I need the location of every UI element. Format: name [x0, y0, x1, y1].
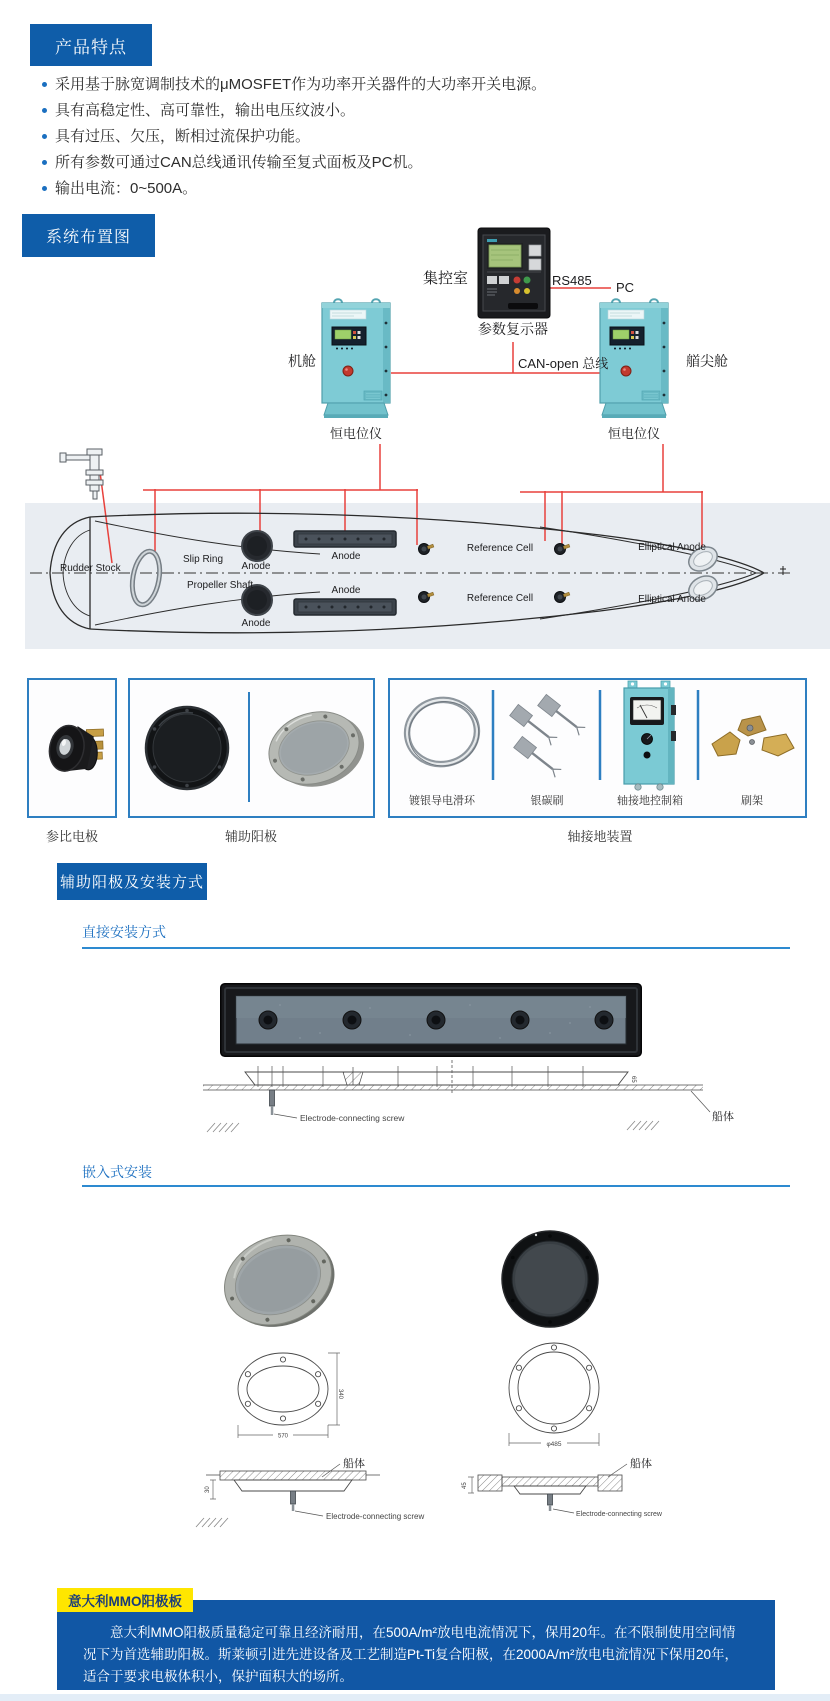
embedded-install-title: 嵌入式安装	[82, 1164, 152, 1180]
bar-anode-bottom	[294, 599, 396, 615]
reference-cell-label: Reference Cell	[466, 593, 534, 604]
rudder-stock-illustration	[60, 449, 103, 499]
fore-peak-label: 艏尖舱	[686, 353, 728, 369]
cabinet-right-illustration	[600, 299, 668, 418]
hull-label: 船体	[343, 1458, 365, 1470]
anode-label: Anode	[331, 585, 361, 596]
reference-electrode-illustration	[29, 680, 115, 816]
features-header	[30, 24, 152, 66]
anode-label: Anode	[241, 561, 271, 572]
mmo-body-text: 意大利MMO阳极质量稳定可靠且经济耐用，在500A/m²放电电流情况下，保用20年。在不限制使用空间情况下为首选辅助阳极。斯莱顿引进先进设备及工艺制造Pt-Ti复合阳极，在2000A/m²放电电流情况下保用20年，适合于要求电极体积小，保护面积大的场所。	[83, 1625, 739, 1684]
oval-width-dim: 570	[277, 1433, 289, 1440]
grounding-control-box-photo	[624, 681, 676, 790]
feature-item: 具有过压、欠压，断相过流保护功能。	[40, 124, 810, 150]
installation-title: 辅助阳极及安装方式	[59, 874, 204, 891]
system-diagram	[0, 210, 830, 650]
embedded-install-rule	[82, 1185, 790, 1187]
elliptical-anode-label: Elliptical Anode	[638, 542, 706, 553]
engine-room-label: 机舱	[288, 353, 316, 369]
feature-item: 所有参数可通过CAN总线通讯传输至复式面板及PC机。	[40, 150, 810, 176]
slip-ring-photo	[402, 694, 484, 771]
anode-bar-photo	[220, 983, 642, 1057]
screw-label: Electrode-connecting screw	[326, 1512, 425, 1521]
installation-header	[57, 863, 207, 900]
oval-height-dim: 340	[337, 1389, 343, 1400]
reference-cell-label: Reference Cell	[466, 543, 534, 554]
bar-anode-top	[294, 531, 396, 547]
anode-label: Anode	[241, 618, 271, 629]
features-list	[40, 72, 810, 202]
repeater-label: 参数复示器	[478, 321, 548, 337]
circle-dia-dim: φ485	[546, 1441, 562, 1448]
slip-ring-item-label: 镀银导电滑环	[409, 795, 475, 807]
brush-holder-photo	[712, 716, 794, 756]
screw-label: Electrode-connecting screw	[300, 1113, 405, 1123]
recess-depth-dim-right: 45	[462, 1482, 468, 1489]
rs485-label: RS485	[552, 273, 592, 288]
mmo-panel	[57, 1600, 775, 1690]
slip-ring-label: Slip Ring	[183, 554, 224, 565]
rudder-stock-label: Rudder Stock	[60, 563, 121, 574]
potentiostat-left-label: 恒电位仪	[329, 426, 383, 441]
feature-item: 输出电流：0~500A。	[40, 176, 810, 202]
pc-label: PC	[616, 280, 635, 295]
embedded-anode-photos	[200, 1228, 620, 1333]
round-anode-photo-large	[502, 1231, 598, 1327]
hull-label: 船体	[630, 1458, 652, 1470]
reference-electrode-box	[27, 678, 117, 818]
bottom-strip	[0, 1694, 830, 1701]
auxiliary-anode-label: 辅助阳极	[224, 829, 277, 844]
recess-depth-dim-left: 30	[205, 1486, 211, 1493]
propeller-shaft-label: Propeller Shaft	[187, 580, 254, 591]
control-room-label: 集控室	[423, 270, 469, 287]
disc-anode-photo	[146, 707, 228, 789]
round-anode-drawing	[509, 1343, 599, 1448]
reference-electrode-label: 参比电极	[45, 829, 98, 844]
carbon-brushes-photo	[510, 694, 587, 778]
cabinet-left-illustration	[322, 299, 390, 418]
oval-anode-photo-large	[211, 1228, 348, 1333]
direct-install-drawing	[195, 1060, 805, 1145]
features-title: 产品特点	[55, 37, 127, 57]
oval-anode-photo	[259, 699, 373, 799]
auxiliary-anode-illustration	[130, 680, 373, 816]
direct-install-rule	[82, 947, 790, 949]
mmo-tag	[57, 1588, 193, 1612]
screw-label: Electrode-connecting screw	[576, 1511, 662, 1518]
disc-anode-top	[242, 531, 272, 561]
anode-label: Anode	[331, 551, 361, 562]
feature-item: 具有高稳定性、高可靠性，输出电压纹波小。	[40, 98, 810, 124]
feature-item: 采用基于脉宽调制技术的μMOSFET作为功率开关器件的大功率开关电源。	[40, 72, 810, 98]
repeater-illustration	[478, 228, 550, 318]
auxiliary-anode-box	[128, 678, 375, 818]
anode-dimension-drawings	[200, 1340, 640, 1465]
shaft-grounding-label: 轴接地装置	[567, 829, 633, 844]
mmo-tag-text: 意大利MMO阳极板	[68, 1594, 182, 1609]
round-install-section	[462, 1456, 663, 1518]
can-bus-label: CAN-open 总线	[518, 356, 609, 371]
embedded-cross-sections	[150, 1455, 710, 1545]
carbon-brush-item-label: 银碳刷	[530, 795, 564, 807]
hull-label: 船体	[712, 1111, 734, 1123]
shaft-grounding-box	[388, 678, 807, 818]
potentiostat-right-label: 恒电位仪	[607, 426, 661, 441]
oval-install-section	[196, 1456, 424, 1527]
elliptical-anode-label: Elliptical Anode	[638, 594, 706, 605]
system-title: 系统布置图	[45, 229, 131, 246]
oval-anode-drawing	[238, 1353, 343, 1440]
depth-dim: 65	[630, 1076, 636, 1083]
brush-holder-item-label: 刷架	[741, 795, 763, 807]
direct-install-title: 直接安装方式	[82, 924, 166, 940]
control-box-item-label: 轴接地控制箱	[617, 795, 683, 807]
